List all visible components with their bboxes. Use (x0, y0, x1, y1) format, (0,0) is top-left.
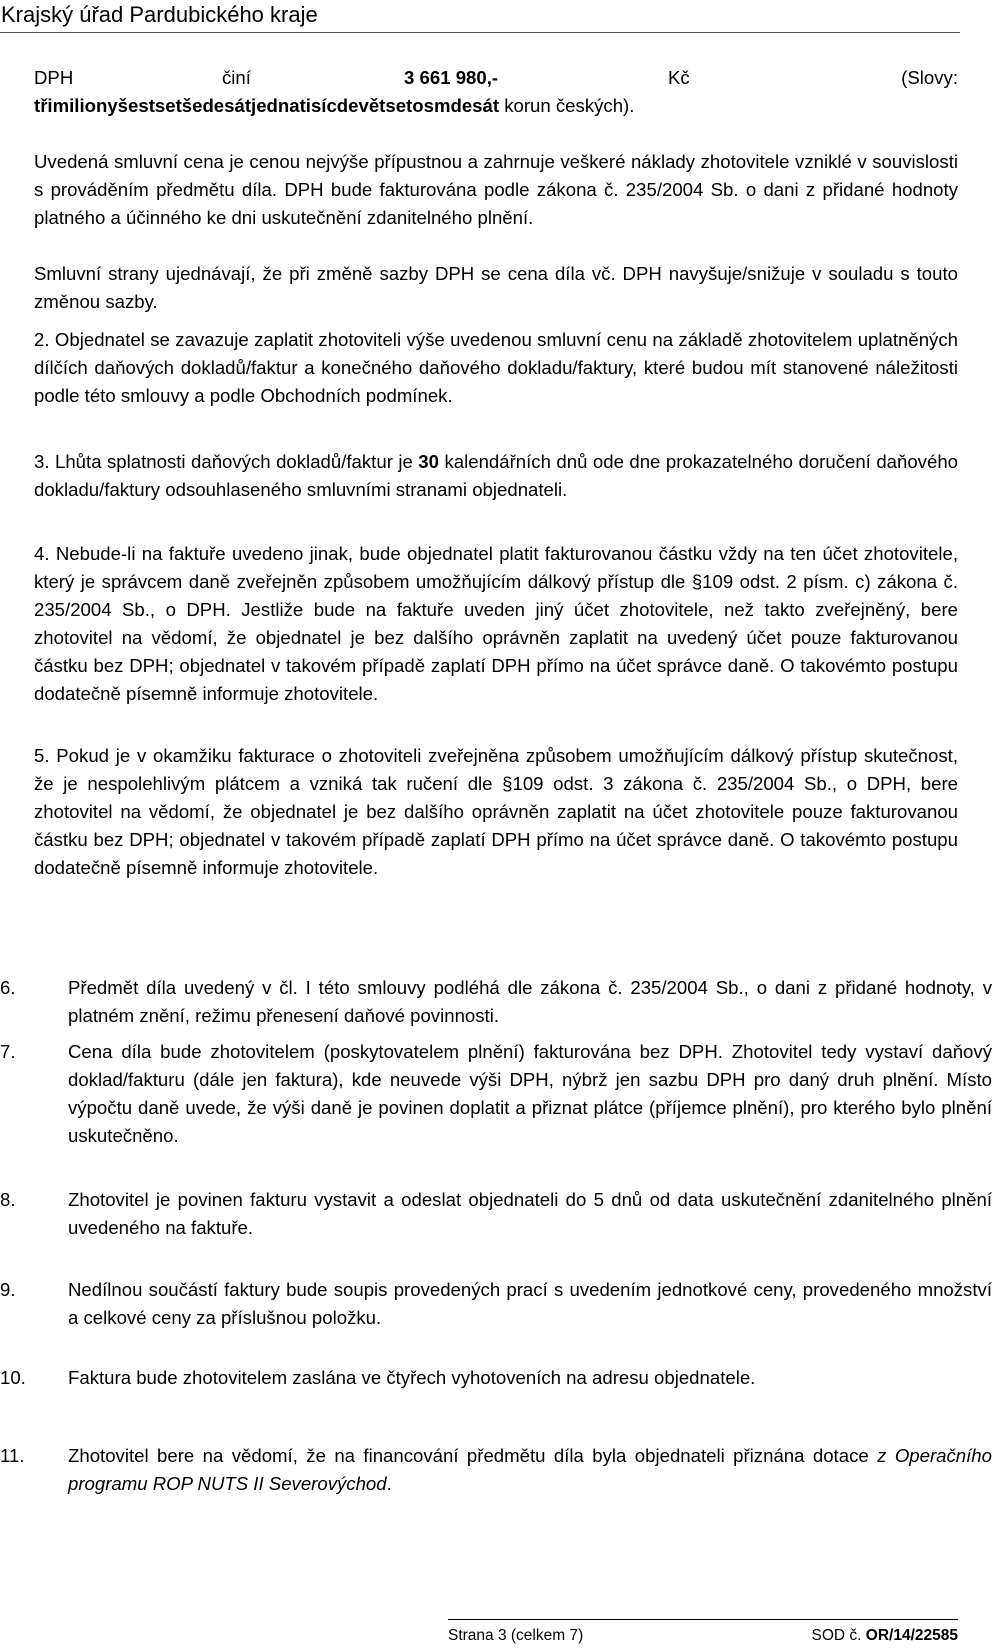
clause-text: Faktura bude zhotovitelem zaslána ve čtyřech vyhotoveních na adresu objednatele. (68, 1367, 756, 1388)
price-paragraph (34, 148, 958, 232)
clause-text: Zhotovitel bere na vědomí, že na financování předmětu díla byla objednateli přiznána dotace (68, 1445, 878, 1466)
clause-5 (34, 742, 958, 882)
clause-end: . (386, 1473, 392, 1494)
clause-text: Cena díla bude zhotovitelem (poskytovatelem plnění) fakturována bez DPH. Zhotovitel tedy vystaví daňový doklad/fakturu (dále jen faktura), kde neuvede výši DPH, nýbrž jen sazbu DPH pro daný druh plnění. Místo výpočtu daně uvede, že výši daně je povinen doplatit a přiznat plátce (příjemce plnění), pro kterého bylo plnění uskutečněno. (68, 1041, 992, 1146)
contract-number (812, 1627, 958, 1645)
dph-amount: 3 661 980,- (404, 67, 499, 88)
clause-number: 8. (0, 1189, 16, 1210)
dph-words-rest: korun českých). (499, 95, 635, 116)
clause-number: 9. (0, 1279, 16, 1300)
clause-3 (34, 448, 958, 504)
clause-number: 2. (34, 329, 50, 350)
clause-number: 3. (34, 451, 50, 472)
rate-paragraph (34, 260, 958, 316)
clause-number: 11. (0, 1445, 25, 1466)
clause-text: Lhůta splatnosti daňových dokladů/faktur je (55, 451, 419, 472)
payment-days: 30 (418, 451, 439, 472)
clause-text: Objednatel se zavazuje zaplatit zhotoviteli výše uvedenou smluvní cenu na základě zhotovitelem uplatněných dílčích daňových dokladů/faktur a konečného daňového dokladu/faktury, které budou mít stanovené náležitosti podle této smlouvy a podle Obchodních podmínek. (34, 329, 958, 406)
clause-number: 10. (0, 1367, 26, 1388)
clause-text: Zhotovitel je povinen fakturu vystavit a odeslat objednateli do 5 dnů od data uskutečnění zdanitelného plnění uvedeného na faktuře. (68, 1189, 992, 1238)
dph-label: DPH (34, 67, 74, 88)
dph-amount-words (34, 92, 958, 120)
clause-9 (0, 1276, 992, 1332)
dph-slovy-label: (Slovy: (901, 67, 958, 88)
clause-11 (0, 1442, 992, 1498)
page-header (0, 0, 960, 34)
dph-verb: činí (222, 67, 251, 88)
sod-prefix: SOD č. (811, 1627, 866, 1644)
footer-divider (448, 1619, 958, 1620)
clause-4 (34, 540, 958, 708)
clause-text: Předmět díla uvedený v čl. I této smlouvy podléhá dle zákona č. 235/2004 Sb., o dani z přidané hodnoty, v platném znění, režimu přenesení daňové povinnosti. (68, 977, 992, 1026)
dph-words-bold: třimilionyšestsetšedesátjednatisícdevětsetosmdesát (34, 95, 500, 116)
dph-currency: Kč (668, 67, 690, 88)
header-divider (0, 32, 960, 33)
clause-10 (0, 1364, 992, 1392)
clause-text: Pokud je v okamžiku fakturace o zhotoviteli zveřejněna způsobem umožňujícím dálkový přístup skutečnost, že je nespolehlivým plátcem a vzniká tak ručení dle §109 odst. 3 zákona č. 235/2004 Sb., o DPH, bere zhotovitel na vědomí, že objednatel je bez dalšího oprávněn zaplatit na účet zhotovitele pouze fakturovanou částku bez DPH; objednatel v takovém případě zaplatí DPH přímo na účet správce daně. O takovémto postupu dodatečně písemně informuje zhotovitele. (34, 745, 958, 878)
clause-8 (0, 1186, 992, 1242)
header-title: Krajský úřad Pardubického kraje (1, 2, 318, 27)
price-text: Uvedená smluvní cena je cenou nejvýše přípustnou a zahrnuje veškeré náklady zhotovitele vzniklé v souvislosti s prováděním předmětu díla. DPH bude fakturována podle zákona č. 235/2004 Sb. o dani z přidané hodnoty platného a účinného ke dni uskutečnění zdanitelného plnění. (34, 151, 958, 228)
clause-number: 7. (0, 1041, 16, 1062)
clause-italic: z Operačního programu ROP NUTS II Severovýchod (68, 1445, 992, 1494)
sod-number: OR/14/22585 (865, 1627, 958, 1644)
dph-amount-row (34, 64, 958, 94)
clause-number: 5. (34, 745, 50, 766)
clause-text-end: kalendářních dnů ode dne prokazatelného doručení daňového dokladu/faktury odsouhlaseného smluvními stranami objednateli. (34, 451, 958, 500)
clause-number: 4. (34, 543, 50, 564)
page-number: Strana 3 (celkem 7) (448, 1627, 584, 1644)
clause-6 (0, 974, 992, 1030)
clause-number: 6. (0, 977, 16, 998)
rate-text: Smluvní strany ujednávají, že při změně sazby DPH se cena díla vč. DPH navyšuje/snižuje v souladu s touto změnou sazby. (34, 263, 958, 312)
clause-7 (0, 1038, 992, 1150)
clause-text: Nedílnou součástí faktury bude soupis provedených prací s uvedením jednotkové ceny, provedeného množství a celkové ceny za příslušnou položku. (68, 1279, 992, 1328)
clause-2 (34, 326, 958, 410)
clause-text: Nebude-li na faktuře uvedeno jinak, bude objednatel platit fakturovanou částku vždy na ten účet zhotovitele, který je správcem daně zveřejněn způsobem umožňujícím dálkový přístup dle §109 odst. 2 písm. c) zákona č. 235/2004 Sb., o DPH. Jestliže bude na faktuře uveden jiný účet zhotovitele, než takto zveřejněný, bere zhotovitel na vědomí, že objednatel je bez dalšího oprávněn zaplatit na uvedený účet pouze fakturovanou částku bez DPH; objednatel v takovém případě zaplatí DPH přímo na účet správce daně. O takovémto postupu dodatečně písemně informuje zhotovitele. (34, 543, 958, 704)
